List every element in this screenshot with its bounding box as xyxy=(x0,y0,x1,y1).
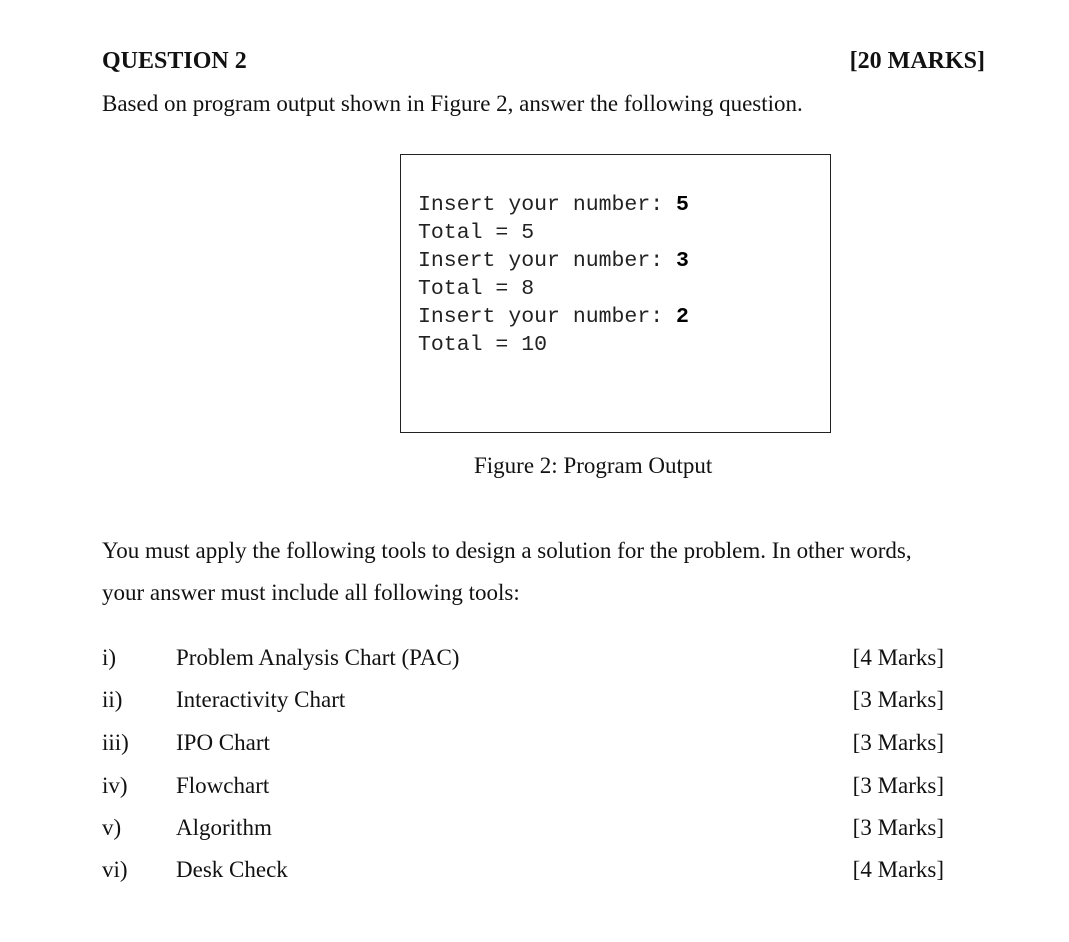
output-line xyxy=(418,191,689,219)
tool-number: v) xyxy=(102,815,122,840)
output-prompt: Total = 5 xyxy=(418,221,535,245)
tool-name: Algorithm xyxy=(176,815,272,840)
output-line xyxy=(418,247,689,275)
tool-name: Flowchart xyxy=(176,773,270,798)
tool-number: iv) xyxy=(102,773,128,798)
tool-number: iii) xyxy=(102,730,129,755)
output-input: 3 xyxy=(676,249,689,273)
tool-marks: [4 Marks] xyxy=(852,645,944,670)
tool-item xyxy=(102,687,944,717)
tool-marks: [3 Marks] xyxy=(852,687,944,712)
tool-marks: [3 Marks] xyxy=(852,773,944,798)
tool-item xyxy=(102,857,944,887)
tool-marks: [4 Marks] xyxy=(852,857,944,882)
output-prompt: Total = 8 xyxy=(418,277,535,301)
output-input: 2 xyxy=(676,305,689,329)
tool-item xyxy=(102,730,944,760)
instruction-line-2: your answer must include all following tools: xyxy=(102,580,520,605)
tool-name: Desk Check xyxy=(176,857,288,882)
tool-name: Problem Analysis Chart (PAC) xyxy=(176,645,460,670)
output-line xyxy=(418,219,689,247)
output-input: 5 xyxy=(676,193,689,217)
output-prompt: Insert your number: xyxy=(418,305,677,329)
question-marks: [20 MARKS] xyxy=(849,48,985,74)
intro-text: Based on program output shown in Figure 2, answer the following question. xyxy=(102,91,803,116)
output-line xyxy=(418,275,689,303)
program-output-lines xyxy=(418,191,689,359)
tool-marks: [3 Marks] xyxy=(852,815,944,840)
output-line xyxy=(418,331,689,359)
tool-number: ii) xyxy=(102,687,123,712)
tool-item xyxy=(102,645,944,675)
output-line xyxy=(418,303,689,331)
figure-caption: Figure 2: Program Output xyxy=(474,453,713,478)
output-prompt: Insert your number: xyxy=(418,249,677,273)
tool-number: i) xyxy=(102,645,117,670)
tool-name: IPO Chart xyxy=(176,730,270,755)
tool-number: vi) xyxy=(102,857,128,882)
tool-item xyxy=(102,815,944,845)
tool-item xyxy=(102,773,944,803)
output-prompt: Insert your number: xyxy=(418,193,677,217)
tool-marks: [3 Marks] xyxy=(852,730,944,755)
instruction-line-1: You must apply the following tools to design a solution for the problem. In other words, xyxy=(102,538,912,563)
program-output-figure xyxy=(400,154,831,433)
question-title: QUESTION 2 xyxy=(102,48,247,74)
output-prompt: Total = 10 xyxy=(418,333,548,357)
tool-name: Interactivity Chart xyxy=(176,687,346,712)
